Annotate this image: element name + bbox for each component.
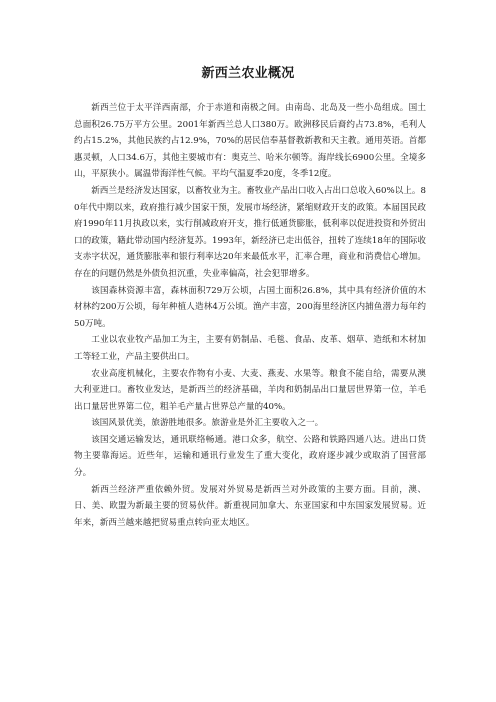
paragraph-transport: 该国交通运输发达，通讯联络畅通。港口众多，航空、公路和铁路四通八达。进出口货物主要靠海运。近些年，运输和通讯行业发生了重大变化，政府逐步减少或取消了国营部分。 [74,434,426,479]
paragraph-economy: 新西兰是经济发达国家，以畜牧业为主。畜牧业产品出口收入占出口总收入60%以上。80年代中期以来，政府推行减少国家干预，发展市场经济，紧缩财政开支的政策。本届国民政府1990年11月执政以来，实行削减政府开支，推行低通货膨胀，低利率以促进投资和外贸出口的政策，籍此带动国内经济复苏。1993年，新经济已走出低谷，扭转了连续18年的国际收支赤字状况，通货膨胀率和银行利率达20年来最低水平，汇率合理，商业和消费信心增加。存在的问题仍然是外债负担沉重，失业率偏高，社会犯罪增多。 [74,185,426,279]
document-title: 新西兰农业概况 [201,66,295,81]
paragraph-tourism: 该国风景优美，旅游胜地很多。旅游业是外汇主要收入之一。 [91,418,324,429]
paragraph-geography: 新西兰位于太平洋西南部，介于赤道和南极之间。由南岛、北岛及一些小岛组成。国土总面积26.75万平方公里。2001年新西兰总人口380万。欧洲移民后裔约占73.8%，毛利人约占15.2%，其他民族约占12.9%，70%的居民信奉基督教新教和天主教。通用英语。首都惠灵顿，人口34.6万，其他主要城市有：奥克兰、哈米尔顿等。海岸线长6900公里。全境多山，平原狭小。属温带海洋性气候。平均气温夏季20度，冬季12度。 [74,103,426,180]
paragraph-agriculture: 农业高度机械化，主要农作物有小麦、大麦、燕麦、水果等。粮食不能自给，需要从澳大利亚进口。畜牧业发达，是新西兰的经济基础，羊肉和奶制品出口量居世界第一位，羊毛出口量居世界第二位，粗羊毛产量占世界总产量的40%。 [74,368,426,412]
document-body [74,100,426,531]
paragraph-industry: 工业以农业牧产品加工为主，主要有奶制品、毛毯、食品、皮革、烟草、造纸和木材加工等轻工业，产品主要供出口。 [74,335,426,362]
paragraph-forestry-fishery: 该国森林资源丰富，森林面积729万公顷，占国土面积26.8%，其中具有经济价值的木材林约200万公顷，每年种植人造林4万公顷。渔产丰富，200海里经济区内捕鱼潜力每年约50万吨。 [74,285,426,329]
paragraph-trade: 新西兰经济严重依赖外贸。发展对外贸易是新西兰对外政策的主要方面。目前，澳、日、美、欧盟为新最主要的贸易伙伴。新重视同加拿大、东亚国家和中东国家发展贸易。近年来，新西兰越来越把贸易重点转向亚太地区。 [74,484,426,528]
